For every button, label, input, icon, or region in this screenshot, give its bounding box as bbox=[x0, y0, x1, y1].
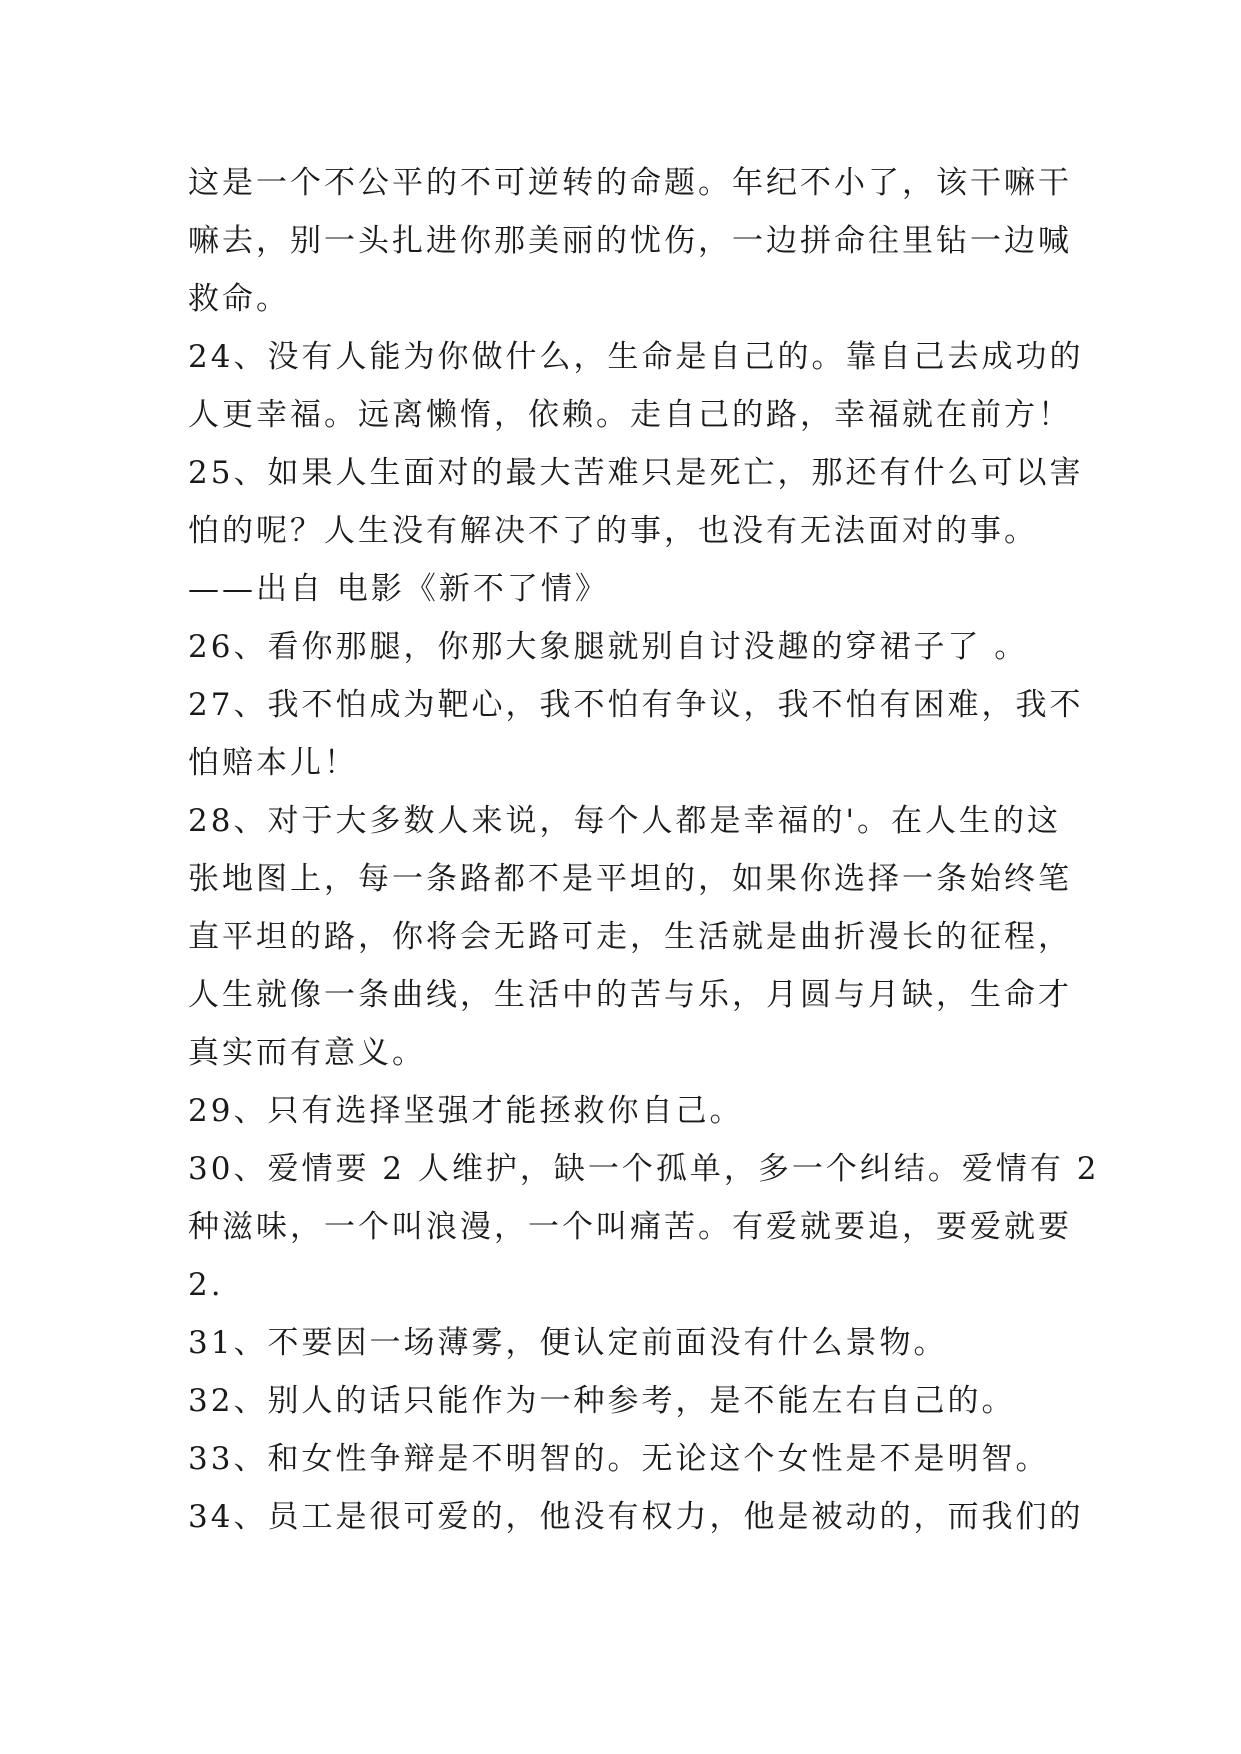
text-line: 种滋味，一个叫浪漫，一个叫痛苦。有爱就要追，要爱就要 bbox=[188, 1209, 1072, 1245]
text-line: 张地图上，每一条路都不是平坦的，如果你选择一条始终笔 bbox=[188, 861, 1072, 897]
text-line: 直平坦的路，你将会无路可走，生活就是曲折漫长的征程， bbox=[188, 919, 1072, 955]
text-line: 人更幸福。远离懒惰，依赖。走自己的路，幸福就在前方！ bbox=[188, 397, 1072, 433]
text-line: ——出自 电影《新不了情》 bbox=[188, 571, 609, 607]
text-line: 救命。 bbox=[188, 281, 290, 317]
text-line: 27、我不怕成为靶心，我不怕有争议，我不怕有困难，我不 bbox=[188, 687, 1084, 723]
text-line: 31、不要因一场薄雾，便认定前面没有什么景物。 bbox=[188, 1325, 948, 1361]
text-line: 真实而有意义。 bbox=[188, 1035, 426, 1071]
text-line: 33、和女性争辩是不明智的。无论这个女性是不是明智。 bbox=[188, 1441, 1050, 1477]
text-line: 29、只有选择坚强才能拯救你自己。 bbox=[188, 1093, 744, 1129]
text-line: 30、爱情要 2 人维护，缺一个孤单，多一个纠结。爱情有 2 bbox=[188, 1151, 1100, 1187]
text-line: 28、对于大多数人来说，每个人都是幸福的'。在人生的这 bbox=[188, 803, 1061, 839]
document-body bbox=[188, 154, 1100, 1546]
text-line: 34、员工是很可爱的，他没有权力，他是被动的，而我们的 bbox=[188, 1499, 1084, 1535]
text-line: 人生就像一条曲线，生活中的苦与乐，月圆与月缺，生命才 bbox=[188, 977, 1072, 1013]
text-line: 怕的呢？人生没有解决不了的事，也没有无法面对的事。 bbox=[188, 513, 1038, 549]
text-line: 24、没有人能为你做什么，生命是自己的。靠自己去成功的 bbox=[188, 339, 1084, 375]
text-line: 这是一个不公平的不可逆转的命题。年纪不小了，该干嘛干 bbox=[188, 165, 1072, 201]
text-line: 怕赔本儿！ bbox=[188, 745, 358, 781]
text-line: 2. bbox=[188, 1267, 224, 1303]
text-line: 25、如果人生面对的最大苦难只是死亡，那还有什么可以害 bbox=[188, 455, 1084, 491]
text-line: 26、看你那腿，你那大象腿就别自讨没趣的穿裙子了 。 bbox=[188, 629, 1029, 665]
text-line: 32、别人的话只能作为一种参考，是不能左右自己的。 bbox=[188, 1383, 1016, 1419]
text-line: 嘛去，别一头扎进你那美丽的忧伤，一边拼命往里钻一边喊 bbox=[188, 223, 1072, 259]
